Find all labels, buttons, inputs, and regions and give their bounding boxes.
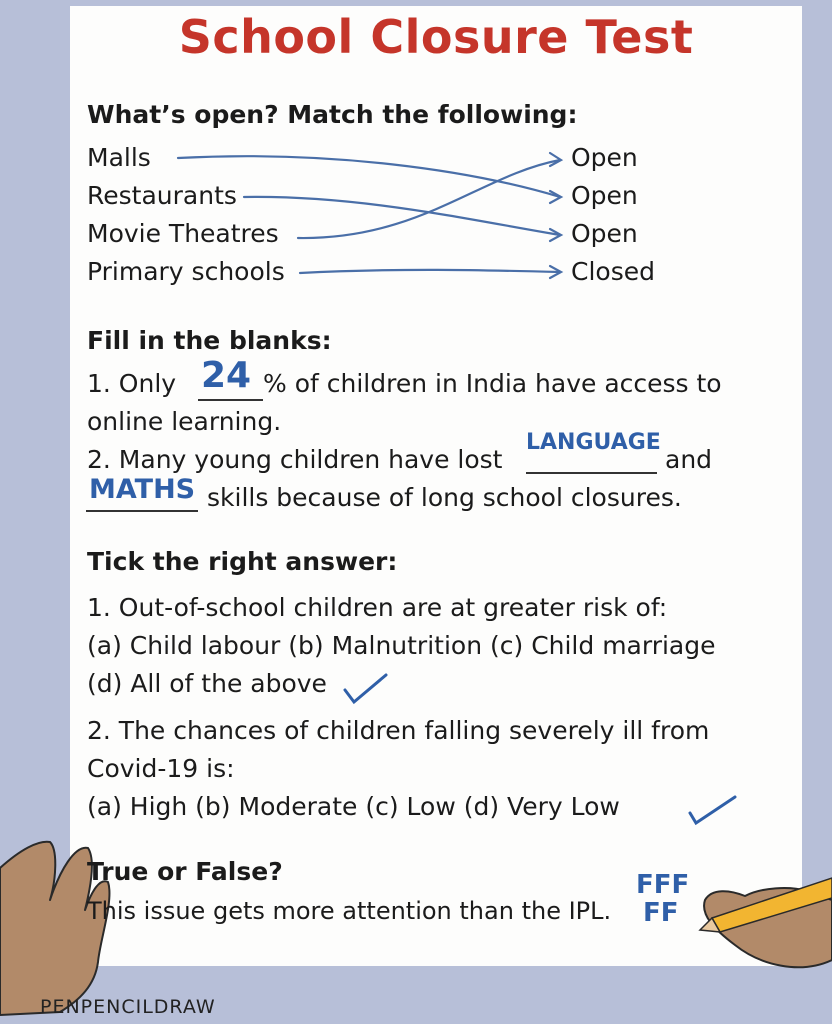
match-right-item: Open [571, 181, 638, 210]
arrowhead [550, 153, 561, 166]
match-left-item: Primary schools [87, 257, 285, 286]
tick-q2-line2: Covid-19 is: [87, 754, 235, 783]
match-right-item: Closed [571, 257, 655, 286]
tick-heading: Tick the right answer: [87, 547, 398, 576]
tick-q1-options: (a) Child labour (b) Malnutrition (c) Child marriage [87, 631, 716, 660]
match-left-item: Restaurants [87, 181, 237, 210]
match-left-item: Malls [87, 143, 151, 172]
tick-q1-options-2: (d) All of the above [87, 669, 327, 698]
match-arrow [300, 270, 560, 273]
tick-mark-icon [690, 797, 735, 823]
tick-mark-icon [345, 675, 386, 702]
blanks-q2-answer1: LANGUAGE [526, 430, 661, 455]
match-arrow [244, 197, 560, 235]
match-left-item: Movie Theatres [87, 219, 279, 248]
match-right-item: Open [571, 219, 638, 248]
truefalse-answer-line1: FFF [636, 870, 690, 900]
match-heading: What’s open? Match the following: [87, 100, 578, 129]
tick-q1: 1. Out-of-school children are at greater risk of: [87, 593, 668, 622]
tick-q2-line1: 2. The chances of children falling severely ill from [87, 716, 710, 745]
blanks-q2-answer2: MATHS [89, 474, 196, 505]
blanks-q1-pre: 1. Only [87, 369, 177, 398]
match-arrow [298, 160, 560, 238]
blanks-q1-line2: online learning. [87, 407, 282, 436]
truefalse-answer-line2: FF [643, 898, 679, 928]
tick-q2-options: (a) High (b) Moderate (c) Low (d) Very Low [87, 792, 620, 821]
blanks-q2-and: and [665, 445, 713, 474]
blanks-q1-post: % of children in India have access to [263, 369, 722, 398]
arrowhead [550, 191, 561, 203]
truefalse-heading: True or False? [87, 857, 283, 886]
page-title: School Closure Test [178, 10, 694, 64]
match-arrow [178, 156, 560, 197]
blanks-q1-answer: 24 [201, 355, 252, 396]
truefalse-statement: This issue gets more attention than the IPL. [87, 897, 612, 925]
blanks-q2-post: skills because of long school closures. [207, 483, 682, 512]
blanks-q2-pre: 2. Many young children have lost [87, 445, 503, 474]
artist-signature: PENPENCILDRAW [40, 996, 216, 1018]
blanks-heading: Fill in the blanks: [87, 326, 332, 355]
match-right-item: Open [571, 143, 638, 172]
